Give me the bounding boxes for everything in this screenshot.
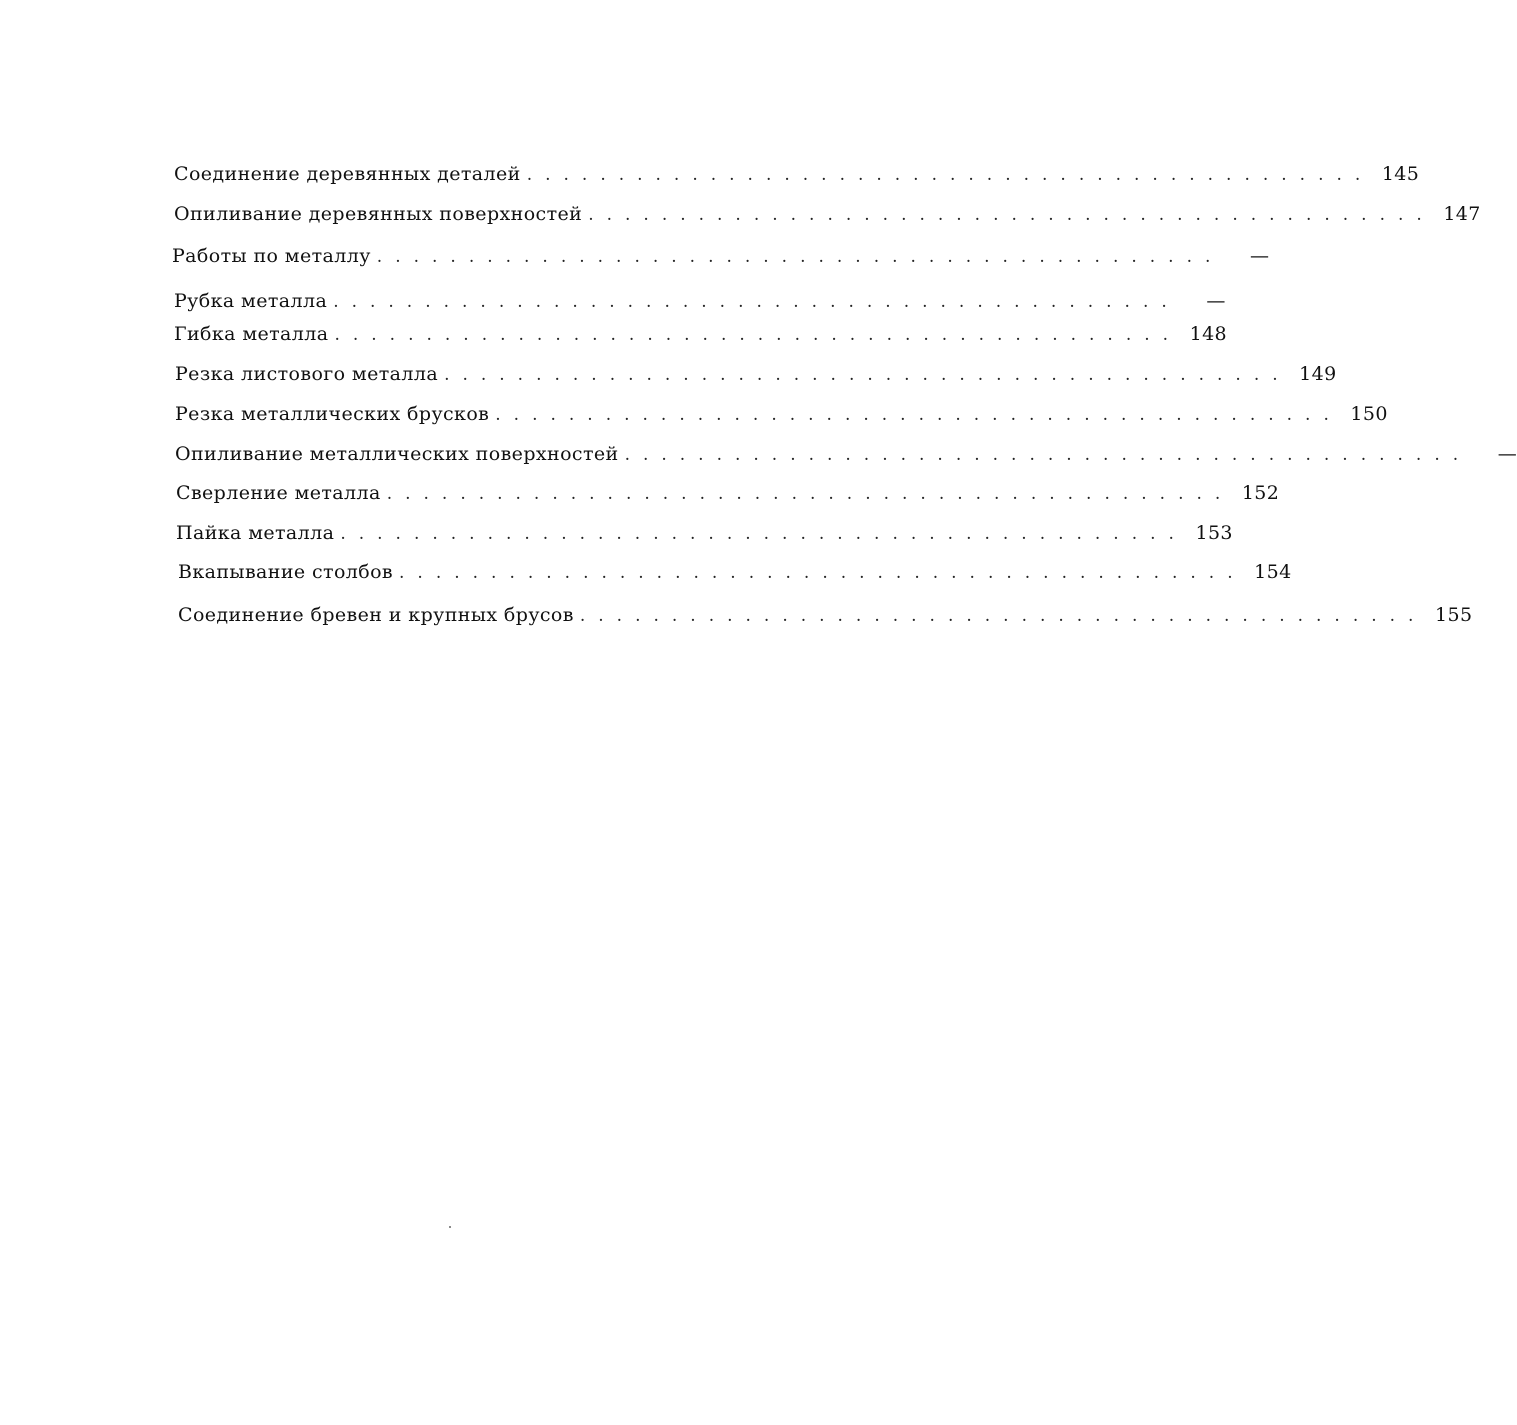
toc-entry-page: 153 bbox=[1195, 522, 1233, 544]
toc-entry-page: 152 bbox=[1241, 482, 1280, 504]
dot-leader: .............................................. bbox=[526, 165, 1374, 185]
toc-entry-page: 145 bbox=[1381, 163, 1420, 185]
dot-leader: .............................................. bbox=[376, 247, 1224, 267]
toc-entry-title: Вкапывание столбов bbox=[178, 561, 394, 583]
dot-leader: .............................................. bbox=[399, 563, 1246, 583]
toc-entry-title: Соединение деревянных деталей bbox=[174, 163, 521, 185]
toc-entry-page: 155 bbox=[1434, 604, 1473, 626]
toc-entry bbox=[175, 443, 1517, 473]
dot-leader: .............................................. bbox=[588, 205, 1435, 225]
toc-entry bbox=[175, 403, 1388, 433]
toc-entry-page: 150 bbox=[1350, 403, 1388, 425]
toc-entry-title: Соединение бревен и крупных брусов bbox=[178, 604, 574, 626]
toc-entry bbox=[174, 290, 1226, 320]
dot-leader: .............................................. bbox=[495, 405, 1342, 425]
toc-entry-page: 147 bbox=[1443, 203, 1481, 225]
toc-entry-page: — bbox=[1206, 290, 1226, 312]
toc-entry bbox=[178, 604, 1473, 634]
dot-leader: .............................................. bbox=[386, 484, 1234, 504]
toc-entry-page: — bbox=[1497, 443, 1517, 465]
toc-entry-title: Резка листового металла bbox=[175, 363, 439, 385]
toc-entry-title: Гибка металла bbox=[174, 323, 329, 345]
dot-leader: .............................................. bbox=[333, 292, 1180, 312]
toc-entry-title: Рубка металла bbox=[174, 290, 328, 312]
toc-entry bbox=[172, 245, 1270, 275]
dot-leader: .............................................. bbox=[579, 606, 1427, 626]
dot-leader: .............................................. bbox=[444, 365, 1291, 385]
dot-leader: .............................................. bbox=[624, 445, 1472, 465]
toc-entry bbox=[178, 561, 1292, 591]
toc-entry bbox=[176, 482, 1280, 512]
toc-entry bbox=[174, 323, 1228, 353]
toc-entry-page: — bbox=[1249, 245, 1270, 267]
scan-speck bbox=[449, 1226, 451, 1228]
toc-entry bbox=[176, 522, 1233, 552]
toc-entry-title: Опиливание металлических поверхностей bbox=[175, 443, 619, 465]
toc-entry bbox=[175, 363, 1337, 393]
toc-entry-page: 149 bbox=[1299, 363, 1337, 385]
dot-leader: .............................................. bbox=[340, 524, 1187, 544]
toc-entry-page: 148 bbox=[1189, 323, 1228, 345]
toc-entry-title: Резка металлических брусков bbox=[175, 403, 490, 425]
toc-entry-title: Сверление металла bbox=[176, 482, 381, 504]
toc-entry bbox=[174, 163, 1420, 193]
toc-entry-title: Работы по металлу bbox=[172, 245, 371, 267]
toc-entry-page: 154 bbox=[1254, 561, 1292, 583]
toc-entry-title: Пайка металла bbox=[176, 522, 335, 544]
toc-entry-title: Опиливание деревянных поверхностей bbox=[174, 203, 583, 225]
toc-entry bbox=[174, 203, 1481, 233]
dot-leader: .............................................. bbox=[334, 325, 1182, 345]
